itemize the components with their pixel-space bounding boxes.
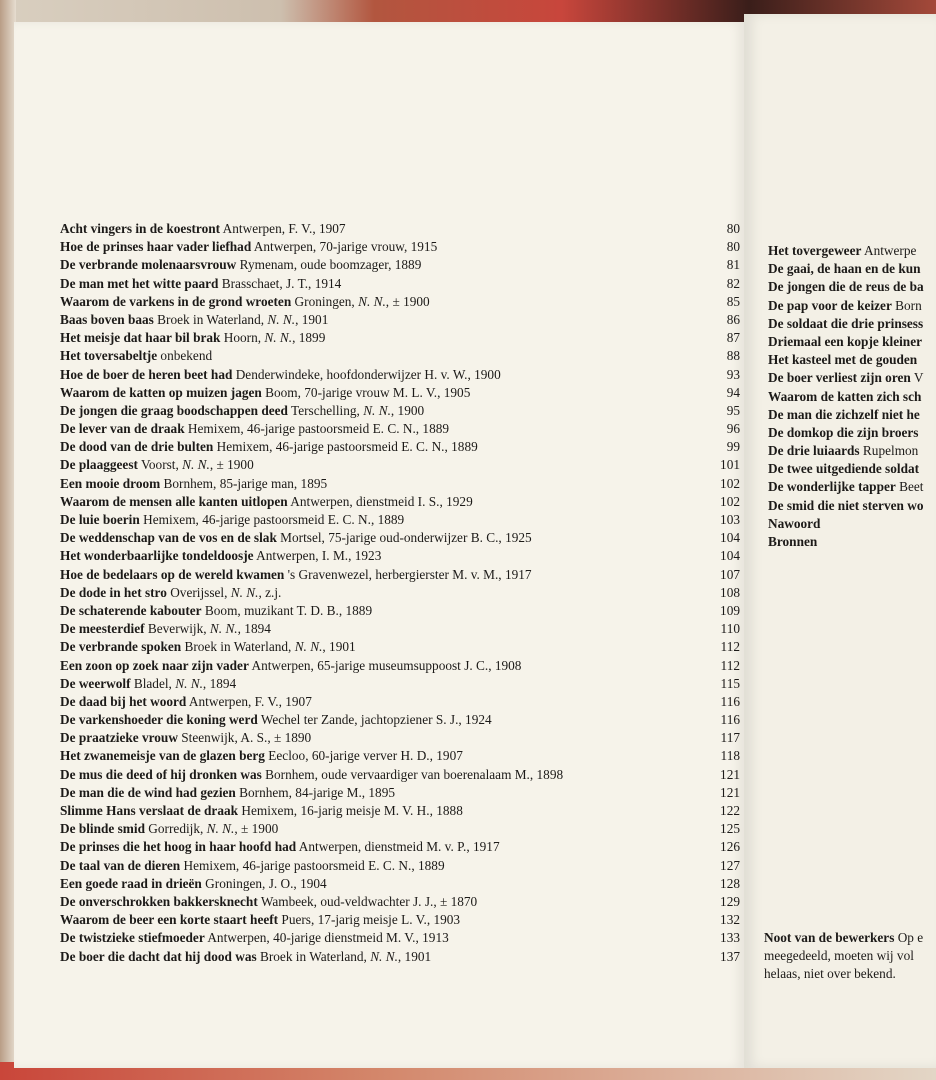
right-page [744, 14, 936, 1068]
toc-entry-place: Antwerpen, [204, 930, 274, 946]
toc-entry-text [60, 838, 500, 856]
toc-entry [768, 497, 924, 515]
toc-entry-title: Nawoord [768, 515, 821, 531]
toc-entry-teller: N. N., 1894 [175, 675, 237, 691]
toc-entry [60, 784, 740, 802]
toc-entry-teller: 16-jarig meisje M. V. H., 1888 [300, 803, 463, 818]
toc-entry-text [60, 584, 281, 602]
toc-entry-text [60, 456, 254, 474]
toc-entry [60, 511, 740, 529]
toc-entry-page: 94 [726, 384, 740, 400]
toc-entry-page: 86 [726, 311, 740, 327]
toc-entry-place: Groningen, [291, 293, 359, 309]
toc-entry-title: De verbrande spoken [60, 639, 182, 655]
toc-entry-title: De weerwolf [60, 675, 131, 691]
toc-entry-title: De luie boerin [60, 512, 140, 527]
editors-note [764, 929, 936, 983]
toc-entry-title: De man die zichzelf niet he [768, 406, 920, 422]
toc-entry [60, 693, 740, 711]
toc-entry [768, 515, 924, 533]
toc-entry-text [60, 275, 341, 293]
toc-entry-text [60, 711, 492, 729]
toc-entry-teller: A. S., ± 1890 [240, 730, 312, 746]
toc-entry [60, 293, 740, 311]
toc-entry-title: De taal van de dieren [60, 857, 181, 873]
toc-entry [60, 911, 740, 929]
toc-entry-place: Wambeek, [257, 893, 321, 909]
toc-entry-page: 127 [720, 857, 740, 873]
toc-entry-page: 116 [720, 712, 740, 728]
toc-entry-teller: 46-jarige pastoorsmeid E. C. N., 1889 [247, 421, 450, 437]
toc-entry [60, 529, 740, 547]
toc-entry-page: 132 [720, 912, 740, 928]
toc-entry-title: De twistzieke stiefmoeder [60, 930, 205, 946]
toc-entry-page: 129 [720, 893, 740, 909]
toc-entry [60, 747, 740, 765]
toc-entry-place: Hemixem, [180, 857, 243, 873]
toc-entry-place: Hoorn, [220, 330, 265, 346]
toc-entry-title: De man met het witte paard [60, 275, 219, 291]
toc-entry [60, 802, 740, 820]
toc-entry-teller: J. O., 1904 [268, 875, 327, 891]
toc-entry-teller: dienstmeid I. S., 1929 [356, 493, 473, 509]
toc-entry-page: 81 [726, 257, 740, 273]
toc-entry-page: 80 [726, 221, 740, 236]
toc-entry-teller: 70-jarige vrouw M. L. V., 1905 [304, 384, 471, 400]
toc-entry-title: Baas boven baas [60, 311, 154, 327]
toc-entry [60, 838, 740, 856]
toc-entry-teller: N. N., z.j. [230, 584, 282, 600]
toc-entry-rest: Born [891, 297, 922, 313]
toc-entry [768, 442, 924, 460]
toc-entry-teller: I. M., 1923 [321, 548, 382, 564]
toc-entry [768, 297, 924, 315]
toc-entry-place: Denderwindeke, [232, 366, 327, 382]
toc-entry-page: 133 [720, 930, 740, 946]
toc-entry-title: De smid die niet sterven wo [768, 497, 924, 513]
toc-entry-place: Mortsel, [276, 530, 329, 546]
toc-entry [768, 278, 924, 296]
toc-entry-teller: 85-jarige man, 1895 [219, 475, 328, 491]
toc-entry-teller: 46-jarige pastoorsmeid E. C. N., 1889 [275, 439, 478, 455]
toc-entry-place: Gorredijk, [144, 821, 207, 837]
toc-entry-teller: N. N., 1901 [370, 948, 432, 964]
toc-entry [60, 366, 740, 384]
toc-entry [60, 420, 740, 438]
toc-entry [60, 220, 740, 238]
toc-entry-title: De schaterende kabouter [60, 602, 202, 618]
toc-entry-text [60, 784, 395, 802]
toc-entry-title: Hoe de prinses haar vader liefhad [60, 239, 252, 255]
toc-entry-page: 104 [720, 530, 740, 546]
toc-entry [60, 638, 740, 656]
toc-entry-teller: F. V., 1907 [254, 693, 312, 709]
toc-entry [768, 478, 924, 496]
toc-entry-teller: 17-jarig meisje L. V., 1903 [317, 912, 461, 928]
toc-entry-place: Voorst, [137, 457, 183, 473]
toc-entry-text [60, 475, 327, 493]
toc-entry-title: Het wonderbaarlijke tondeldoosje [60, 548, 254, 564]
toc-entry-page: 93 [726, 366, 740, 382]
toc-entry-title: Waarom de mensen alle kanten uitlopen [60, 493, 288, 509]
toc-entry-rest: Beet [895, 479, 924, 495]
toc-entry-teller: 84-jarige M., 1895 [295, 784, 396, 800]
toc-entry-page: 126 [720, 839, 740, 855]
toc-entry-text [60, 420, 449, 438]
toc-entry [768, 351, 924, 369]
toc-entry [60, 602, 740, 620]
toc-entry [60, 256, 740, 274]
toc-entry [60, 857, 740, 875]
toc-entry-page: 112 [720, 639, 740, 655]
toc-entry-teller: N. N., ± 1900 [358, 293, 430, 309]
toc-entry-teller: jachtopziener S. J., 1924 [360, 712, 492, 728]
toc-entry-place: Eecloo, [264, 748, 312, 764]
toc-entry-place: Hemixem, [184, 421, 248, 437]
toc-entry [60, 329, 740, 347]
toc-entry-title: Hoe de boer de heren beet had [60, 366, 233, 382]
toc-entry-teller: N. N., ± 1900 [206, 821, 279, 837]
note-line-3: helaas, niet over bekend. [764, 966, 896, 981]
toc-entry-place: Antwerpen, [296, 839, 365, 855]
toc-entry-page: 82 [726, 275, 740, 291]
toc-entry-text [60, 638, 356, 656]
toc-entry-place: Antwerpen, [253, 548, 322, 564]
toc-entry-title: De dood van de drie bulten [60, 439, 214, 455]
toc-entry-text [60, 747, 463, 765]
toc-entry-title: Een mooie droom [60, 475, 161, 491]
toc-entry-teller: 46-jarige pastoorsmeid E. C. N., 1889 [202, 512, 405, 527]
toc-entry-teller: 65-jarige museumsuppoost J. C., 1908 [317, 657, 522, 673]
toc-entry [768, 406, 924, 424]
toc-entry [60, 766, 740, 784]
toc-entry [60, 584, 740, 602]
toc-entry-text [60, 329, 325, 347]
toc-entry-title: De plaaggeest [60, 457, 138, 473]
toc-entry-title: De varkenshoeder die koning werd [60, 712, 258, 728]
toc-entry-text [60, 256, 421, 274]
toc-entry-text [60, 366, 501, 384]
toc-entry-teller: herbergierster M. v. M., 1917 [375, 566, 532, 582]
toc-entry-place: Antwerpen, [186, 693, 255, 709]
toc-entry-title: Het kasteel met de gouden [768, 352, 918, 368]
toc-entry-place: Bornhem, [235, 784, 296, 800]
note-line-2: meegedeeld, moeten wij vol [764, 948, 914, 963]
toc-entry [60, 311, 740, 329]
toc-entry [60, 657, 740, 675]
table-of-contents-left [60, 220, 740, 966]
toc-entry [60, 620, 740, 638]
toc-entry [60, 402, 740, 420]
toc-entry-title: Acht vingers in de koestront [60, 221, 221, 236]
toc-entry [768, 533, 924, 551]
toc-entry-teller: N. N., 1901 [294, 639, 356, 655]
toc-entry-teller: N. N., 1900 [363, 402, 425, 418]
toc-entry-teller: oude boomzager, 1889 [300, 257, 422, 273]
toc-entry-place: Beverwijk, [144, 621, 210, 637]
toc-entry-text [60, 729, 311, 747]
toc-entry-page: 88 [726, 348, 740, 364]
toc-entry [60, 547, 740, 565]
toc-entry-page: 95 [726, 402, 740, 418]
toc-entry [60, 566, 740, 584]
toc-entry-place: onbekend [157, 348, 213, 364]
toc-entry-text [60, 511, 404, 529]
toc-entry-page: 112 [720, 657, 740, 673]
toc-entry-place: Hemixem, [139, 512, 203, 527]
toc-entry-rest: V [910, 370, 924, 386]
toc-entry-page: 80 [726, 239, 740, 255]
toc-entry-place: Terschelling, [287, 402, 364, 418]
toc-entry-text [60, 875, 327, 893]
toc-entry [60, 948, 740, 966]
toc-entry-title: De jongen die de reus de ba [768, 279, 924, 295]
toc-entry-place: Boom, [261, 384, 305, 400]
table-of-contents-right [768, 242, 924, 551]
toc-entry-title: Waarom de katten op muizen jagen [60, 384, 262, 400]
toc-entry-teller: muzikant T. D. B., 1889 [244, 602, 373, 618]
toc-entry-text [60, 802, 463, 820]
toc-entry-place: 's Gravenwezel, [284, 566, 376, 582]
toc-entry [768, 260, 924, 278]
toc-entry-rest: Rupelmon [859, 443, 919, 459]
toc-entry [768, 388, 924, 406]
toc-entry-text [60, 675, 236, 693]
toc-entry [60, 238, 740, 256]
toc-entry-page: 128 [720, 875, 740, 891]
toc-entry-page: 122 [720, 803, 740, 818]
toc-entry-title: Het zwanemeisje van de glazen berg [60, 748, 265, 764]
toc-entry-title: De dode in het stro [60, 584, 167, 600]
toc-entry-place: Broek in Waterland, [181, 639, 295, 655]
toc-entry-text [60, 693, 312, 711]
toc-entry-title: De soldaat die drie prinsess [768, 315, 924, 331]
toc-entry-title: Hoe de bedelaars op de wereld kwamen [60, 566, 285, 582]
toc-entry-title: Een zoon op zoek naar zijn vader [60, 657, 249, 673]
toc-entry-place: Antwerpen, [251, 239, 320, 255]
toc-entry-teller: oud-veldwachter J. J., ± 1870 [320, 893, 478, 909]
toc-entry-teller: N. N., 1894 [209, 621, 271, 637]
toc-entry-text [60, 620, 271, 638]
toc-entry-teller: hoofdonderwijzer H. v. W., 1900 [326, 366, 501, 382]
toc-entry [768, 242, 924, 260]
toc-entry-place: Rymenam, [236, 257, 301, 273]
toc-entry-title: De man die de wind had gezien [60, 784, 236, 800]
toc-entry-text [60, 293, 430, 311]
toc-entry-text [60, 602, 372, 620]
toc-entry-text [60, 238, 437, 256]
toc-entry-title: De gaai, de haan en de kun [768, 261, 921, 277]
toc-entry-title: De weddenschap van de vos en de slak [60, 530, 277, 546]
toc-entry-title: Een goede raad in drieën [60, 875, 202, 891]
toc-entry-page: 107 [720, 566, 740, 582]
toc-entry-teller: oude vervaardiger van boerenalaam M., 1898 [321, 766, 564, 782]
toc-entry-page: 103 [720, 512, 740, 527]
toc-entry-text [60, 929, 449, 947]
toc-entry-teller: N. N., 1899 [264, 330, 326, 346]
toc-entry-title: Waarom de katten zich sch [768, 388, 922, 404]
toc-entry [60, 893, 740, 911]
toc-entry-text [60, 948, 431, 966]
toc-entry-text [60, 402, 424, 420]
toc-entry-title: De twee uitgediende soldat [768, 461, 920, 477]
toc-entry-teller: N. N., 1901 [267, 311, 329, 327]
toc-entry-place: Hemixem, [238, 803, 301, 818]
toc-entry-title: De jongen die graag boodschappen deed [60, 402, 288, 418]
toc-entry-page: 104 [720, 548, 740, 564]
toc-entry-title: De boer die dacht dat hij dood was [60, 948, 257, 964]
toc-entry-page: 116 [720, 693, 740, 709]
toc-entry [768, 369, 924, 387]
toc-entry [60, 875, 740, 893]
toc-entry [60, 820, 740, 838]
toc-entry-title: De pap voor de keizer [768, 297, 892, 313]
toc-entry [60, 384, 740, 402]
toc-entry-teller: 70-jarige vrouw, 1915 [319, 239, 438, 255]
toc-entry [60, 729, 740, 747]
toc-entry-place: Antwerpen, [248, 657, 318, 673]
toc-entry-teller: 40-jarige dienstmeid M. V., 1913 [273, 930, 449, 946]
toc-entry-page: 108 [720, 584, 740, 600]
toc-entry-title: Slimme Hans verslaat de draak [60, 803, 239, 818]
toc-entry-title: De lever van de draak [60, 421, 185, 437]
toc-entry-page: 101 [720, 457, 740, 473]
toc-entry [60, 929, 740, 947]
toc-entry-title: Het toversabeltje [60, 348, 158, 364]
toc-entry-text [60, 566, 532, 584]
toc-entry-title: Waarom de beer een korte staart heeft [60, 912, 279, 928]
toc-entry-title: Het tovergeweer [768, 243, 862, 258]
toc-entry-title: De onverschrokken bakkersknecht [60, 893, 258, 909]
toc-entry-page: 117 [720, 730, 740, 746]
toc-entry [60, 456, 740, 474]
toc-entry-place: Antwerpen, [220, 221, 289, 236]
toc-entry-page: 96 [726, 421, 740, 437]
toc-entry-page: 125 [720, 821, 740, 837]
toc-entry-page: 102 [720, 493, 740, 509]
toc-entry-title: De drie luiaards [768, 443, 860, 459]
toc-entry-title: Bronnen [768, 534, 818, 549]
toc-entry-teller: J. T., 1914 [286, 275, 342, 291]
toc-entry-text [60, 911, 460, 929]
toc-entry-rest: Antwerpe [861, 243, 917, 258]
toc-entry-text [60, 893, 477, 911]
toc-entry-place: Hemixem, [213, 439, 276, 455]
toc-entry-teller: N. N., ± 1900 [182, 457, 254, 473]
toc-entry-text [60, 820, 278, 838]
toc-entry-page: 99 [726, 439, 740, 455]
toc-entry-title: De boer verliest zijn oren [768, 370, 911, 386]
toc-entry [60, 493, 740, 511]
toc-entry-title: Het meisje dat haar bil brak [60, 330, 221, 346]
toc-entry-page: 121 [720, 784, 740, 800]
toc-entry [60, 347, 740, 365]
toc-entry [768, 424, 924, 442]
toc-entry-place: Steenwijk, [177, 730, 241, 746]
toc-entry-text [60, 384, 470, 402]
toc-entry-page: 121 [720, 766, 740, 782]
toc-entry-text [60, 857, 445, 875]
toc-entry-page: 137 [720, 948, 740, 964]
toc-entry-page: 118 [720, 748, 740, 764]
toc-entry-place: Bornhem, [160, 475, 220, 491]
toc-entry-place: Wechel ter Zande, [257, 712, 361, 728]
toc-entry-text [60, 493, 473, 511]
toc-entry-teller: 60-jarige verver H. D., 1907 [311, 748, 463, 764]
toc-entry [768, 315, 924, 333]
note-title: Noot van de bewerkers [764, 930, 895, 945]
toc-entry-text [60, 766, 563, 784]
toc-entry-place: Boom, [201, 602, 245, 618]
toc-entry-place: Antwerpen, [287, 493, 356, 509]
toc-entry-teller: 75-jarige oud-onderwijzer B. C., 1925 [328, 530, 532, 546]
toc-entry-title: De daad bij het woord [60, 693, 187, 709]
toc-entry-teller: F. V., 1907 [288, 221, 346, 236]
toc-entry [768, 333, 924, 351]
toc-entry-place: Broek in Waterland, [256, 948, 371, 964]
toc-entry-page: 109 [720, 602, 740, 618]
toc-entry-text [60, 220, 346, 238]
toc-entry-title: De domkop die zijn broers [768, 424, 919, 440]
toc-entry-text [60, 347, 212, 365]
note-line-1-rest: Op e [894, 930, 924, 945]
toc-entry-text [60, 438, 478, 456]
toc-entry-place: Puers, [278, 912, 318, 928]
toc-entry-place: Overijssel, [166, 584, 231, 600]
toc-entry-place: Brasschaet, [218, 275, 286, 291]
toc-entry-text [60, 547, 381, 565]
toc-entry-text [60, 529, 532, 547]
toc-entry-title: De blinde smid [60, 821, 145, 837]
toc-entry-title: De verbrande molenaarsvrouw [60, 257, 237, 273]
toc-entry-title: De mus die deed of hij dronken was [60, 766, 262, 782]
toc-entry-page: 102 [720, 475, 740, 491]
toc-entry-title: De wonderlijke tapper [768, 479, 896, 495]
toc-entry-page: 85 [726, 293, 740, 309]
toc-entry [60, 438, 740, 456]
toc-entry-page: 110 [720, 621, 740, 637]
toc-entry [60, 675, 740, 693]
toc-entry-place: Bornhem, [261, 766, 322, 782]
toc-entry-title: De prinses die het hoog in haar hoofd had [60, 839, 297, 855]
note-line-1 [764, 929, 936, 947]
toc-entry-page: 115 [720, 675, 740, 691]
toc-entry-place: Groningen, [201, 875, 269, 891]
toc-entry-text [60, 657, 521, 675]
toc-entry [60, 711, 740, 729]
toc-entry-page: 87 [726, 330, 740, 346]
toc-entry-teller: 46-jarige pastoorsmeid E. C. N., 1889 [242, 857, 445, 873]
toc-entry-title: Waarom de varkens in de grond wroeten [60, 293, 292, 309]
toc-entry [60, 275, 740, 293]
toc-entry-place: Bladel, [130, 675, 176, 691]
toc-entry-place: Broek in Waterland, [153, 311, 268, 327]
toc-entry [768, 460, 924, 478]
toc-entry-title: Driemaal een kopje kleiner [768, 333, 922, 349]
toc-entry-title: De praatzieke vrouw [60, 730, 178, 746]
toc-entry-text [60, 311, 328, 329]
toc-entry-title: De meesterdief [60, 621, 145, 637]
toc-entry [60, 475, 740, 493]
toc-entry-teller: dienstmeid M. v. P., 1917 [364, 839, 500, 855]
